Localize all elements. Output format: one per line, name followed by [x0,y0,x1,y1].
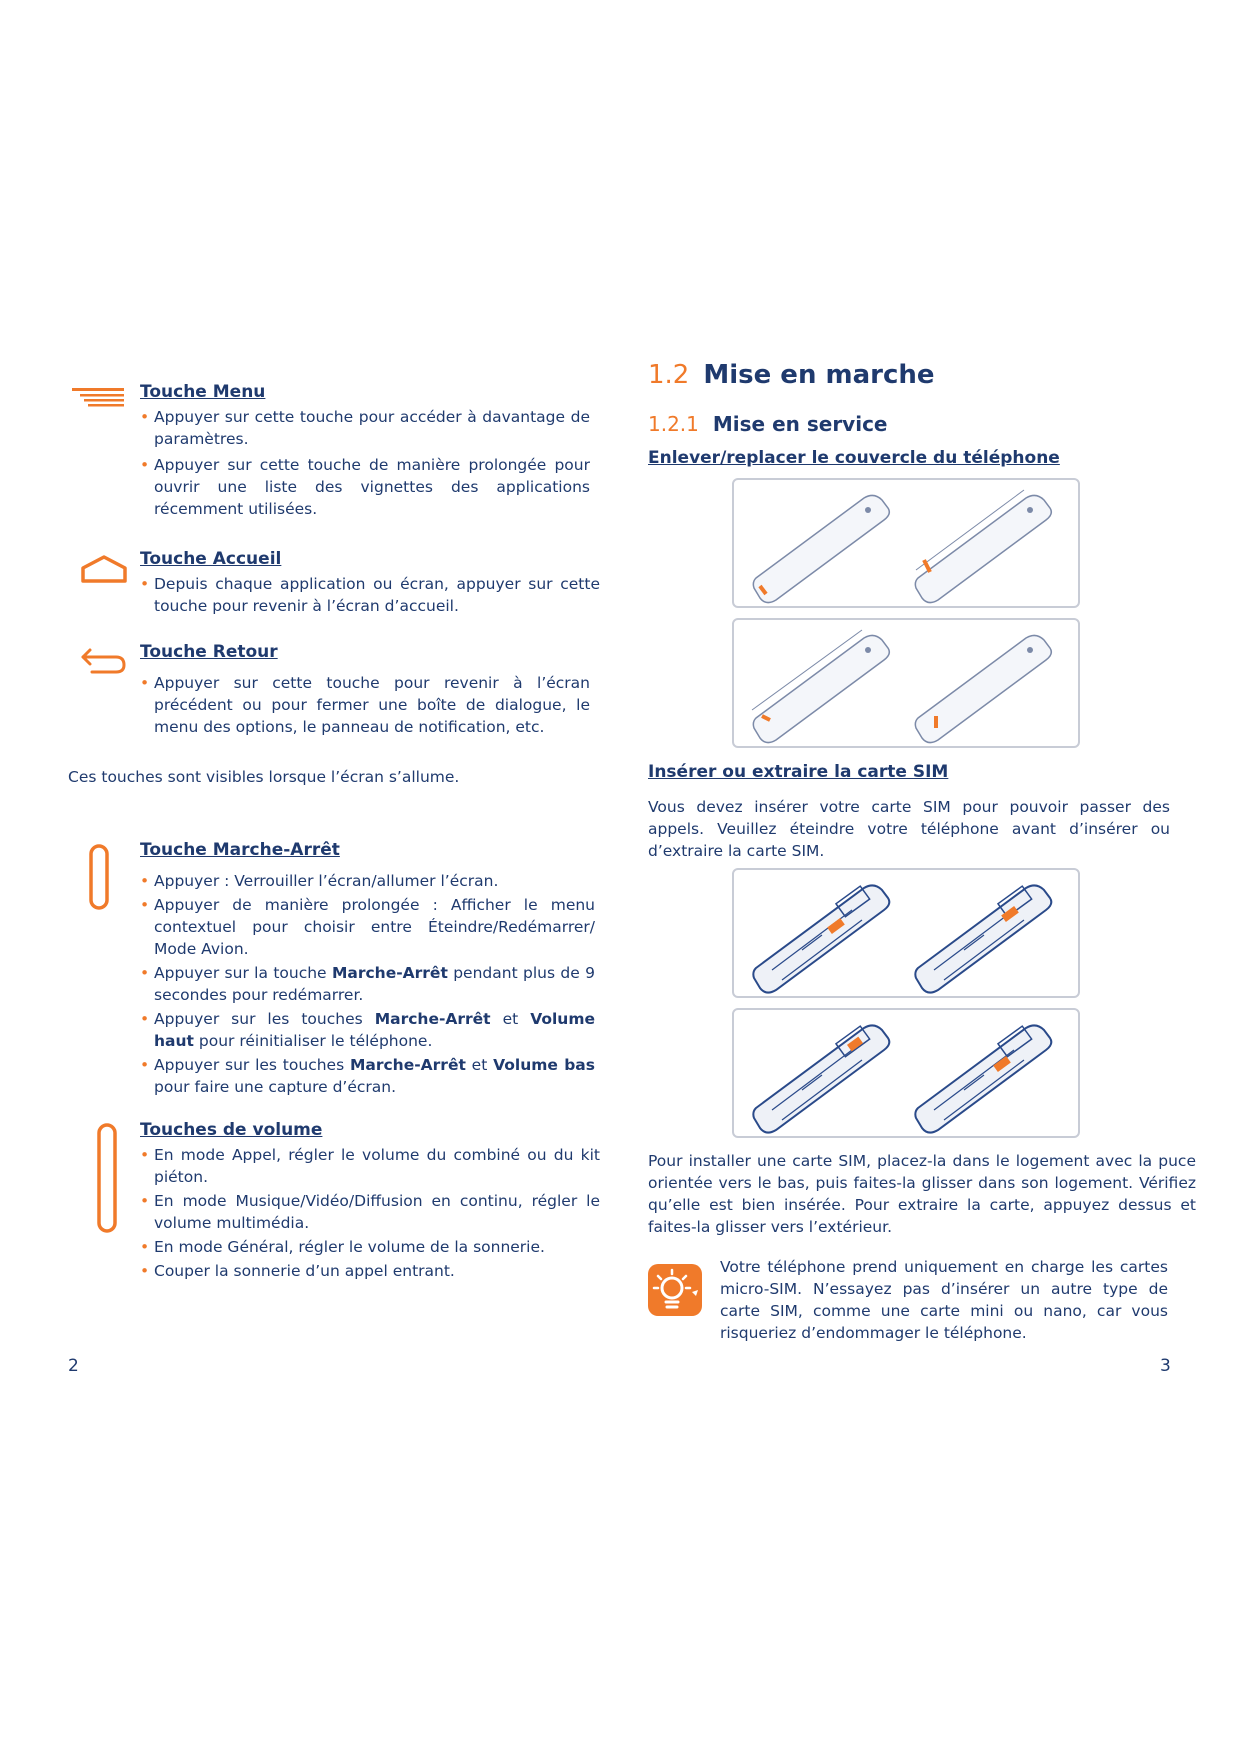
home-key-title: Touche Accueil [140,549,282,569]
sim-install-text: Pour installer une carte SIM, placez-la dans le logement avec la puce orientée vers le bas, puis faites-la glisser dans son logement. Vérifiez qu’elle est bien insérée. Pour extraire la carte, appuyez dessus et faites-la glisser vers l’extérieur. [648,1152,1196,1236]
phone-cover-illustration [734,620,1078,746]
list-item [140,1008,595,1052]
sim-intro: Vous devez insérer votre carte SIM pour pouvoir passer des appels. Veuillez éteindre votre téléphone avant d’insérer ou d’extraire la carte SIM. [648,798,1170,860]
cover-title: Enlever/replacer le couvercle du téléphone [648,448,1060,468]
text: Appuyer sur les touches [154,1056,350,1074]
volume-key-title: Touches de volume [140,1120,323,1140]
sim-slot-illustration [734,1010,1078,1136]
sim-slot-illustration [734,870,1078,996]
back-key-list [140,672,590,738]
home-key-list [140,573,600,617]
section-heading [648,360,935,390]
subsection-number: 1.2.1 [648,412,699,436]
bold-text: Volume haut [154,1010,595,1050]
list-item: • Appuyer : Verrouiller l’écran/allumer l’écran. [140,870,595,892]
list-item: • Depuis chaque application ou écran, appuyer sur cette touche pour revenir à l’écran d’accueil. [140,573,600,617]
volume-key-icon [96,1122,118,1234]
list-item: • En mode Général, régler le volume de la sonnerie. [140,1236,600,1258]
home-key-section [140,549,600,619]
tip-text: Votre téléphone prend uniquement en charge les cartes micro-SIM. N’essayez pas d’insérer un autre type de carte SIM, comme une carte mini ou nano, car vous risqueriez d’endommager le téléphone. [720,1258,1168,1342]
list-item [140,962,595,1006]
bold-text: Marche-Arrêt [374,1010,491,1028]
sim-figure-top [732,868,1080,998]
subsection-title: Mise en service [712,412,888,436]
list-item: • Appuyer de manière prolongée : Afficher le menu contextuel pour choisir entre Éteindre/Redémarrer/ Mode Avion. [140,894,595,960]
subsection-heading [648,412,888,436]
sim-figure-bottom [732,1008,1080,1138]
text: pour faire une capture d’écran. [154,1078,397,1096]
home-icon [80,554,128,584]
text: Appuyer sur les touches [154,1010,375,1028]
volume-key-list [140,1144,600,1282]
bold-text: Marche-Arrêt [331,964,448,982]
power-key-section [140,840,595,1100]
list-item: • En mode Appel, régler le volume du combiné ou du kit piéton. [140,1144,600,1188]
back-key-title: Touche Retour [140,642,278,662]
list-item: • Couper la sonnerie d’un appel entrant. [140,1260,600,1282]
power-key-title: Touche Marche-Arrêt [140,840,340,860]
list-item: • Appuyer sur cette touche de manière prolongée pour ouvrir une liste des vignettes des applications récemment utilisées. [140,454,590,520]
bold-text: Volume bas [493,1056,595,1074]
sim-title: Insérer ou extraire la carte SIM [648,762,949,782]
menu-key-list [140,406,590,520]
section-number: 1.2 [648,360,690,390]
lightbulb-tip-icon [646,1262,704,1318]
keys-visible-note: Ces touches sont visibles lorsque l’écran s’allume. [68,768,460,786]
volume-key-section [140,1120,600,1284]
menu-icon [72,388,124,408]
text: Appuyer sur la touche [154,964,332,982]
list-item: • En mode Musique/Vidéo/Diffusion en continu, régler le volume multimédia. [140,1190,600,1234]
page-number-right: 3 [1160,1356,1171,1376]
back-icon [80,646,128,676]
list-item [140,1054,595,1098]
section-title: Mise en marche [703,360,935,390]
back-key-section [140,642,590,740]
list-item: • Appuyer sur cette touche pour accéder à davantage de paramètres. [140,406,590,450]
bold-text: Marche-Arrêt [349,1056,466,1074]
power-key-icon [88,843,110,911]
menu-key-section [140,382,590,522]
text: et [490,1010,531,1028]
cover-figure-bottom [732,618,1080,748]
text: et [465,1056,494,1074]
menu-key-title: Touche Menu [140,382,266,402]
text: pendant plus de 9 secondes pour redémarrer. [154,964,595,1004]
page-number-left: 2 [68,1356,79,1376]
power-key-list [140,870,595,1098]
list-item: • Appuyer sur cette touche pour revenir à l’écran précédent ou pour fermer une boîte de dialogue, le menu des options, le panneau de notification, etc. [140,672,590,738]
text: pour réinitialiser le téléphone. [193,1032,433,1050]
phone-cover-illustration [734,480,1078,606]
cover-figure-top [732,478,1080,608]
